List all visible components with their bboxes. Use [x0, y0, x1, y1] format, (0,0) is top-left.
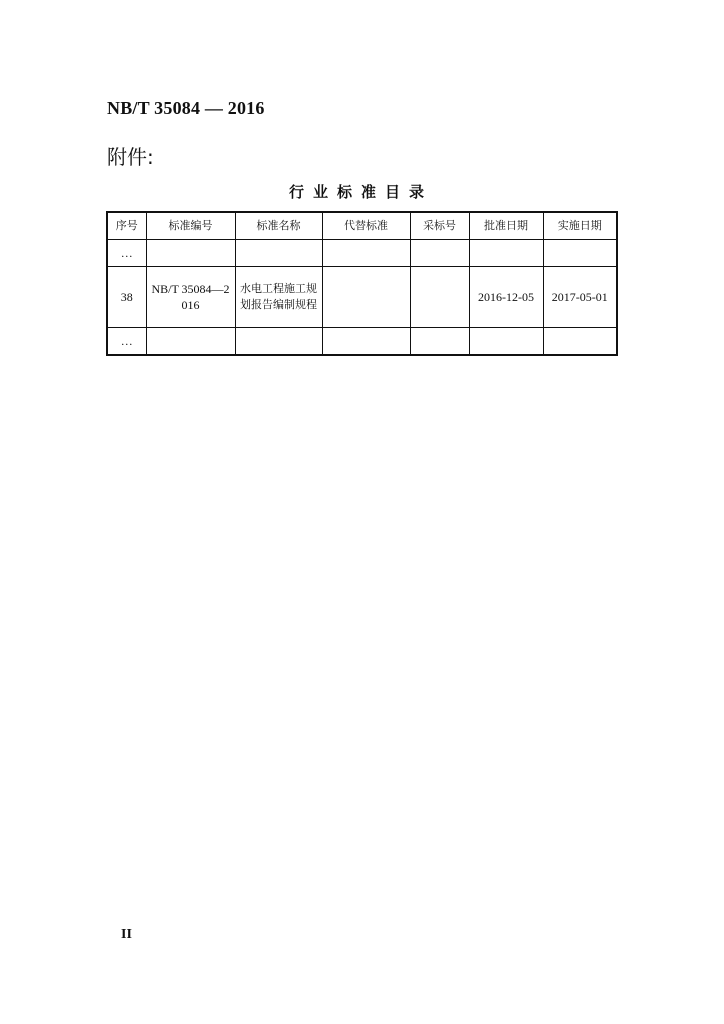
cell-code — [146, 328, 235, 356]
column-header-seq: 序号 — [107, 212, 146, 240]
table-row — [107, 328, 617, 356]
cell-approved — [469, 240, 543, 267]
table-header-row — [107, 212, 617, 240]
cell-seq: … — [107, 328, 146, 356]
cell-code — [146, 240, 235, 267]
catalog-title: 行业标准目录 — [288, 183, 433, 201]
attachment-label: 附件: — [107, 145, 154, 169]
cell-code: NB/T 35084—2016 — [146, 267, 235, 328]
table-row — [107, 240, 617, 267]
page-number: II — [121, 927, 132, 942]
column-header-code: 标准编号 — [146, 212, 235, 240]
cell-effective — [543, 240, 617, 267]
column-header-replaces: 代替标准 — [322, 212, 410, 240]
cell-name — [235, 240, 322, 267]
cell-seq: … — [107, 240, 146, 267]
cell-replaces — [322, 328, 410, 356]
cell-name — [235, 328, 322, 356]
cell-adopted — [410, 240, 469, 267]
cell-effective: 2017-05-01 — [543, 267, 617, 328]
column-header-adopted: 采标号 — [410, 212, 469, 240]
column-header-approved: 批准日期 — [469, 212, 543, 240]
cell-approved: 2016-12-05 — [469, 267, 543, 328]
cell-name: 水电工程施工规划报告编制规程 — [235, 267, 322, 328]
table-row — [107, 267, 617, 328]
column-header-effective: 实施日期 — [543, 212, 617, 240]
page-header-standard-number: NB/T 35084 — 2016 — [107, 98, 265, 118]
cell-approved — [469, 328, 543, 356]
column-header-name: 标准名称 — [235, 212, 322, 240]
standards-catalog-table — [106, 211, 618, 356]
cell-replaces — [322, 267, 410, 328]
cell-effective — [543, 328, 617, 356]
cell-adopted — [410, 267, 469, 328]
cell-replaces — [322, 240, 410, 267]
cell-adopted — [410, 328, 469, 356]
cell-seq: 38 — [107, 267, 146, 328]
